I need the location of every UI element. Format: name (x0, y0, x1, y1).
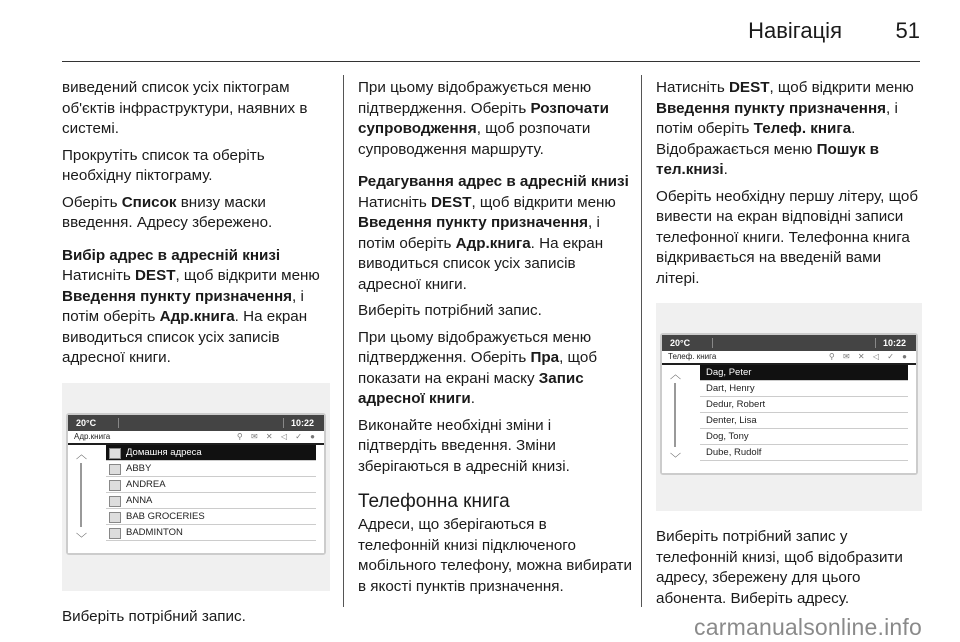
header-rule (62, 61, 920, 62)
contact-icon (109, 480, 121, 491)
clock: 10:22 (290, 417, 314, 428)
paragraph: Виберіть потрібний запис. (358, 302, 542, 319)
column-3 (656, 78, 922, 615)
chevron-down-icon[interactable]: ﹀ (76, 532, 87, 545)
section-title: Навігація (748, 18, 842, 43)
section-heading: Телефонна книга (358, 491, 510, 512)
contact-icon (109, 464, 121, 475)
screenshot-phone-book (656, 303, 922, 511)
column-divider (343, 75, 344, 607)
status-icons: ⚲ ✉ ✕ ◁ ✓ ● (828, 352, 910, 361)
screen-title: Телеф. книга (668, 352, 717, 361)
status-icons: ⚲ ✉ ✕ ◁ ✓ ● (236, 431, 318, 441)
list-item[interactable]: Dog, Tony (700, 429, 908, 445)
paragraph: Виконайте необхідні зміни і підтвердіть введення. Зміни зберігаються в адресній книзі. (358, 416, 570, 475)
chevron-up-icon[interactable]: ︿ (670, 369, 681, 381)
contact-list[interactable] (662, 365, 916, 473)
chevron-down-icon[interactable]: ﹀ (670, 453, 681, 465)
paragraph: Адреси, що зберігаються в телефонній книзі підключеного мобільного телефону, можна вибирати в якості пунктів призначення. (358, 516, 632, 595)
screenshot-address-book (62, 383, 330, 591)
display-screen (66, 413, 326, 555)
list-item[interactable]: ANNA (106, 493, 316, 509)
column-2 (358, 78, 632, 603)
address-list[interactable] (68, 445, 324, 553)
paragraph: Прокрутіть список та оберіть необхідну піктограму. (62, 146, 265, 184)
poi-icon (109, 528, 121, 539)
clock: 10:22 (882, 338, 906, 348)
caption: Виберіть потрібний запис. (62, 607, 246, 625)
list-item[interactable]: ANDREA (106, 477, 316, 493)
watermark: carmanualsonline.info (694, 614, 922, 640)
paragraph: При цьому відображується меню підтвердження. Оберіть Пра, щоб показати на екрані маску Запис адресної книги. (358, 328, 598, 407)
chevron-up-icon[interactable]: ︿ (76, 448, 87, 461)
paragraph: виведений список усіх піктограм об'єктів інфраструктури, наявних в системі. (62, 79, 308, 137)
list-item[interactable]: Dube, Rudolf (700, 445, 908, 461)
page-number: 51 (895, 18, 920, 43)
paragraph: Натисніть DEST, щоб відкрити меню Введення пункту призначення, і потім оберіть Адр.книга. На екран виводиться список усіх записів адресної книги. (358, 193, 616, 293)
paragraph: Оберіть Список внизу маски введення. Адресу збережено. (62, 193, 273, 231)
paragraph: Натисніть DEST, щоб відкрити меню Введення пункту призначення, і потім оберіть Адр.книга. На екран виводиться список усіх записів адресної книги. (62, 267, 320, 366)
poi-icon (109, 512, 121, 523)
status-bar (662, 335, 916, 351)
temperature: 20°C (76, 417, 97, 428)
column-1 (62, 78, 330, 633)
paragraph: Натисніть DEST, щоб відкрити меню Введення пункту призначення, і потім оберіть Телеф. книга. Відображається меню Пошук в тел.книзі. (656, 79, 914, 178)
caption: Виберіть потрібний запис у телефонній книзі, щоб відобразити адресу, збережену для цього абонента. Виберіть адресу. (656, 528, 903, 607)
home-icon (109, 448, 121, 459)
paragraph: Оберіть необхідну першу літеру, щоб вивести на екран відповідні записи телефонної книги. Телефонна книга відкривається на введеній вами літері. (656, 187, 919, 287)
paragraph: При цьому відображується меню підтвердження. Оберіть Розпочати супроводження, щоб розпочати супроводження маршруту. (358, 79, 609, 158)
display-screen (660, 333, 918, 475)
status-bar (68, 415, 324, 431)
list-item[interactable]: Dag, Peter (700, 365, 908, 381)
list-item[interactable]: Dedur, Robert (700, 397, 908, 413)
list-item[interactable]: BADMINTON (106, 525, 316, 541)
scrollbar[interactable] (80, 463, 82, 527)
scrollbar[interactable] (674, 383, 676, 447)
title-bar (68, 431, 324, 443)
subheading: Редагування адрес в адресній книзі (358, 173, 629, 190)
list-item[interactable]: ABBY (106, 461, 316, 477)
list-item[interactable]: Denter, Lisa (700, 413, 908, 429)
screen-title: Адр.книга (74, 431, 111, 441)
list-item[interactable]: Домашня адреса (106, 445, 316, 461)
subheading: Вибір адрес в адресній книзі (62, 246, 281, 264)
list-item[interactable]: BAB GROCERIES (106, 509, 316, 525)
temperature: 20°C (670, 338, 691, 348)
list-item[interactable]: Dart, Henry (700, 381, 908, 397)
column-divider (641, 75, 642, 607)
contact-icon (109, 496, 121, 507)
title-bar (662, 351, 916, 363)
